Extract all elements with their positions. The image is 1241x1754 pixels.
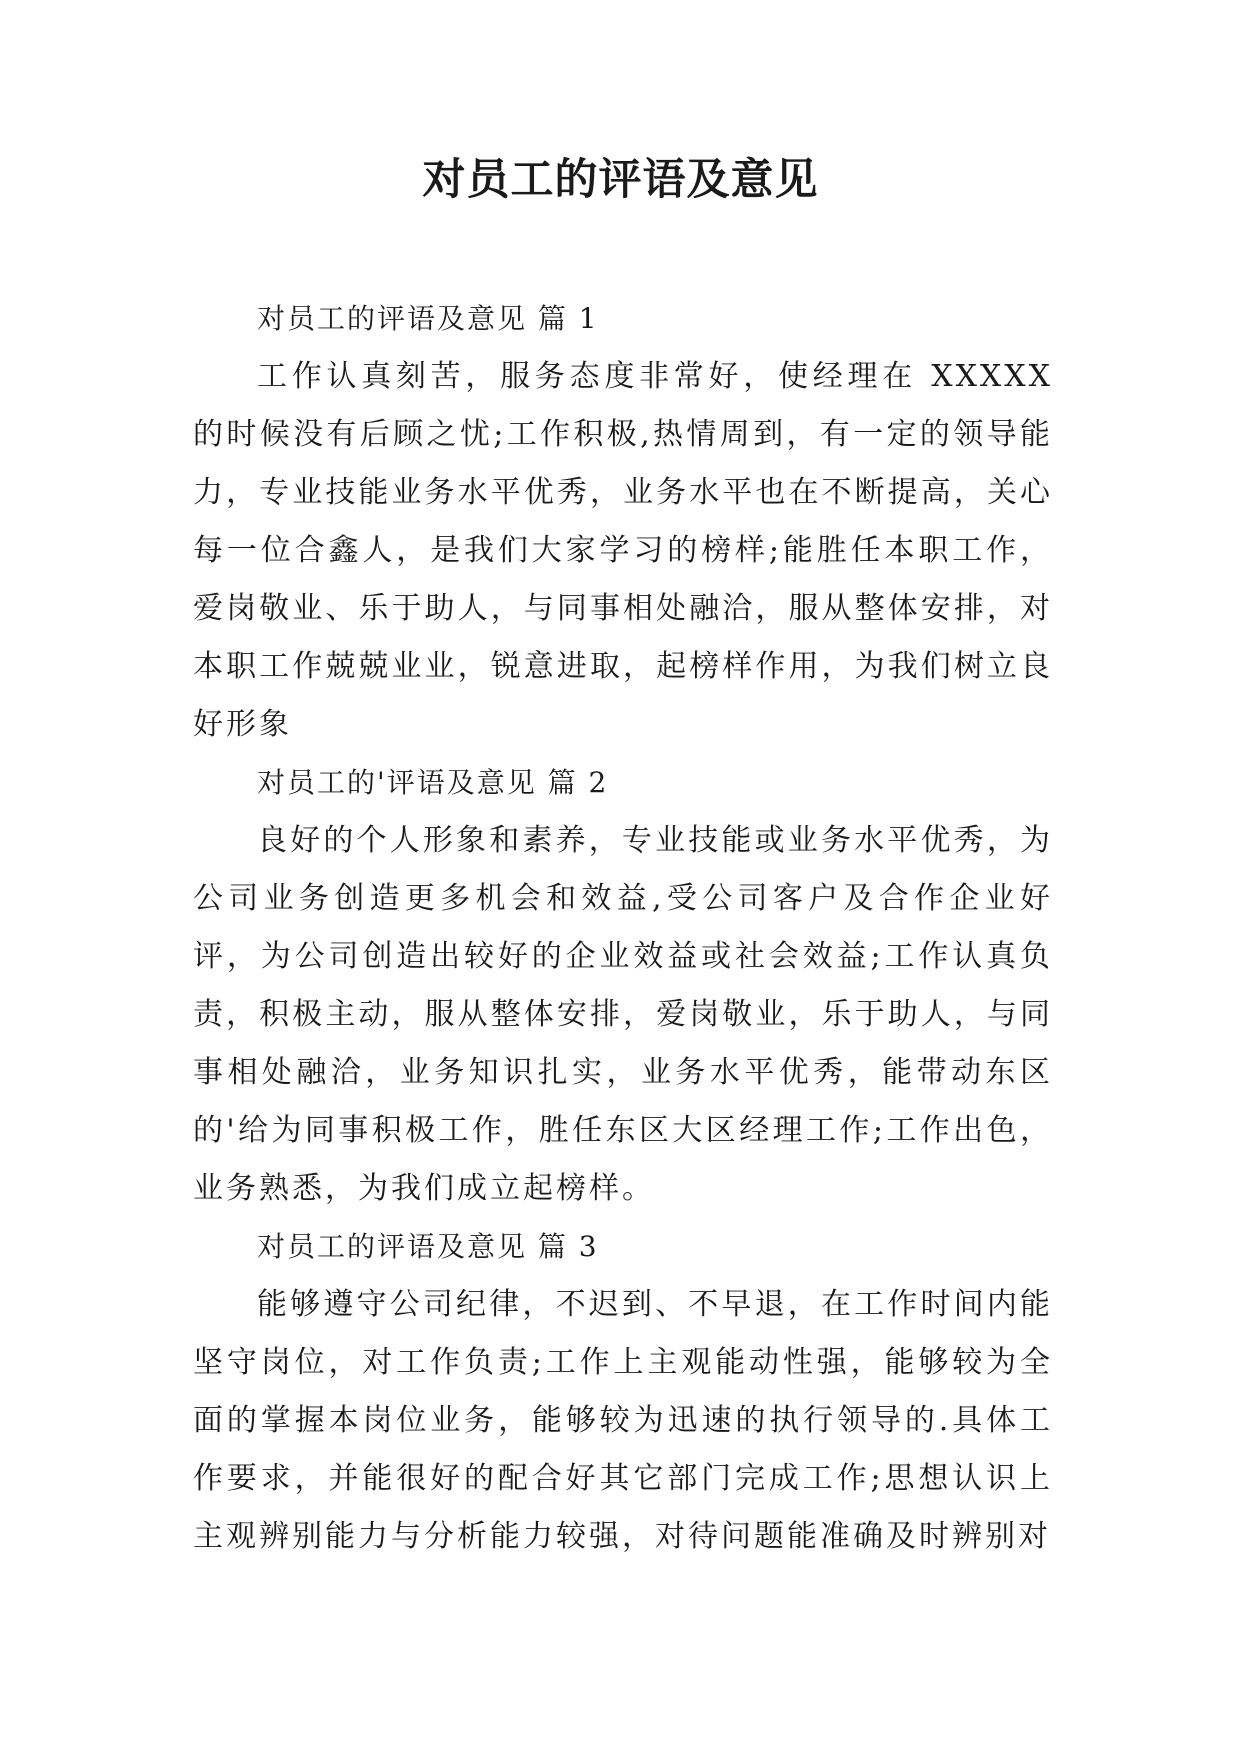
section-heading: 对员工的'评语及意见 篇 2 [257, 766, 609, 799]
section-paragraph: 良好的个人形象和素养，专业技能或业务水平优秀，为公司业务创造更多机会和效益,受公司客户及合作企业好评，为公司创造出较好的企业效益或社会效益;工作认真负责，积极主动，服从整体安排，爱岗敬业，乐于助人，与同事相处融洽，业务知识扎实，业务水平优秀，能带动东区的'给为同事积极工作，胜任东区大区经理工作;工作出色，业务熟悉，为我们成立起榜样。 [193, 823, 1053, 1206]
section-3 [193, 1218, 1053, 1566]
document-body [193, 290, 1053, 1566]
section-2 [193, 754, 1053, 1218]
document-title: 对员工的评语及意见 [422, 155, 819, 205]
section-paragraph: 能够遵守公司纪律，不迟到、不早退，在工作时间内能坚守岗位，对工作负责;工作上主观能动性强，能够较为全面的掌握本岗位业务，能够较为迅速的执行领导的.具体工作要求，并能很好的配合好其它部门完成工作;思想认识上主观辨别能力与分析能力较强，对待问题能准确及时辨别对 [193, 1287, 1053, 1554]
section-heading: 对员工的评语及意见 篇 3 [257, 1230, 599, 1263]
section-heading: 对员工的评语及意见 篇 1 [257, 302, 599, 335]
section-paragraph: 工作认真刻苦，服务态度非常好，使经理在 XXXXX 的时候没有后顾之忧;工作积极,热情周到，有一定的领导能力，专业技能业务水平优秀，业务水平也在不断提高，关心每一位合鑫人，是我们大家学习的榜样;能胜任本职工作，爱岗敬业、乐于助人，与同事相处融洽，服从整体安排，对本职工作兢兢业业，锐意进取，起榜样作用，为我们树立良好形象 [193, 359, 1053, 742]
section-1 [193, 290, 1053, 754]
